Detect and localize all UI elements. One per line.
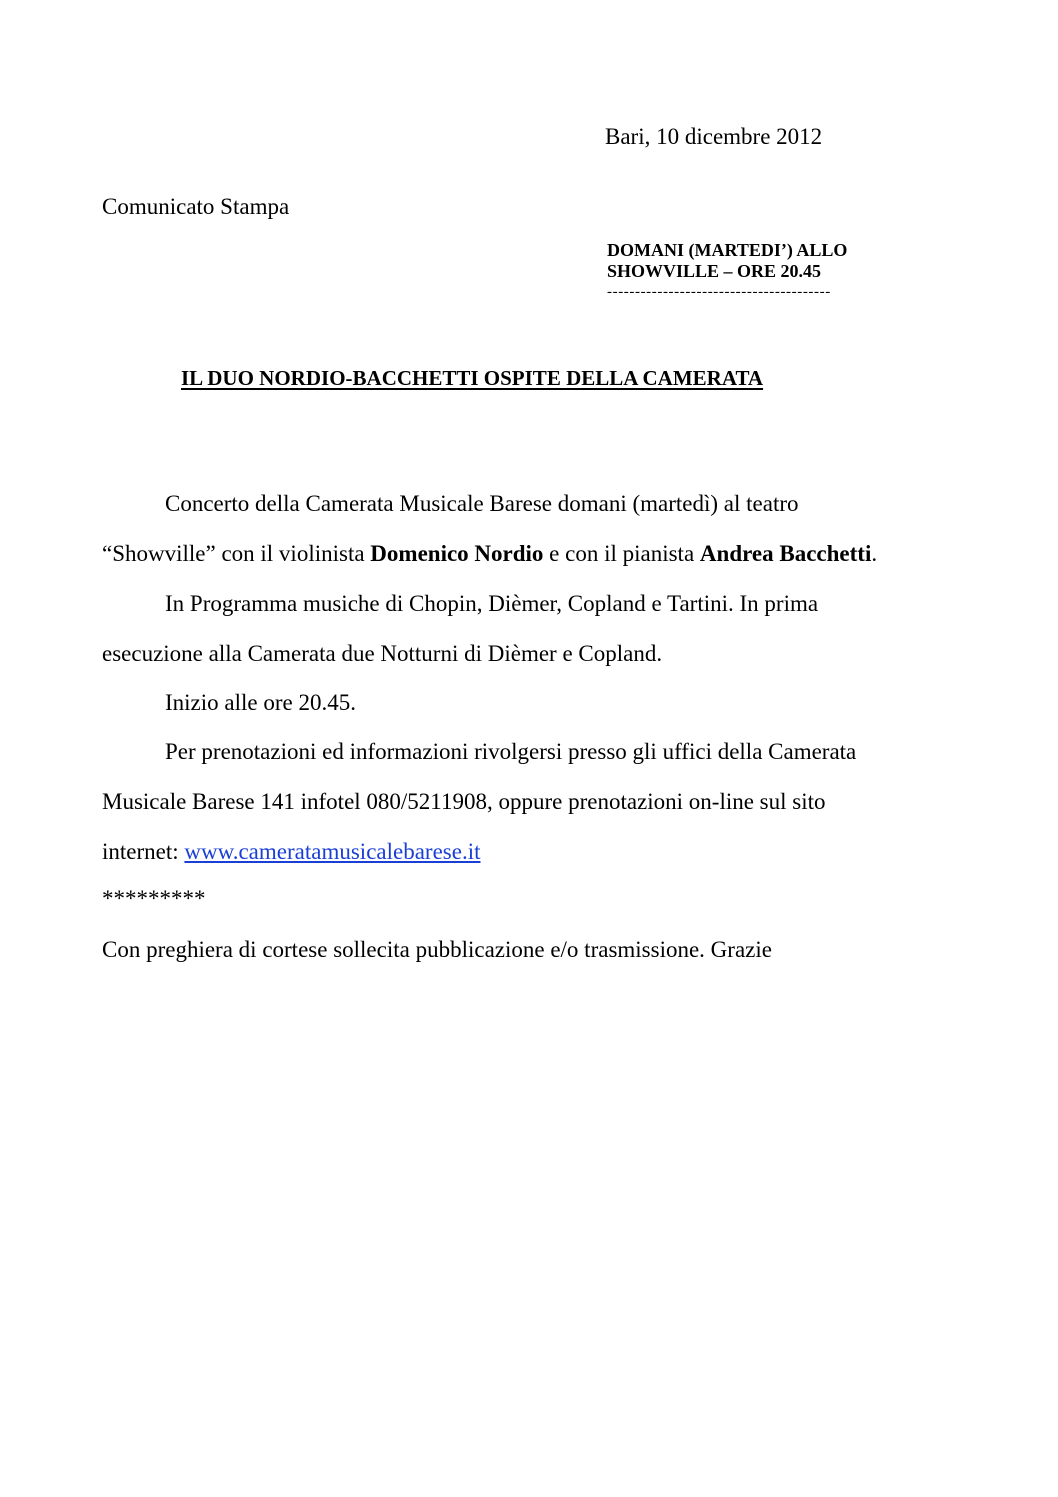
paragraph-1-line-2 [102, 541, 877, 567]
closing-line: Con preghiera di cortese sollecita pubblicazione e/o trasmissione. Grazie [102, 937, 772, 962]
page-title: IL DUO NORDIO-BACCHETTI OSPITE DELLA CAMERATA [181, 366, 764, 390]
paragraph-1-line-1: Concerto della Camerata Musicale Barese domani (martedì) al teatro [165, 491, 799, 516]
text-segment: “Showville” con il violinista [102, 541, 371, 566]
website-link[interactable]: www.cameratamusicalebarese.it [184, 839, 481, 864]
pianist-name: Andrea Bacchetti [699, 541, 872, 566]
event-line-2: SHOWVILLE – ORE 20.45 [607, 261, 822, 281]
violinist-name: Domenico Nordio [370, 541, 544, 566]
paragraph-3-line-1: Inizio alle ore 20.45. [165, 690, 356, 715]
event-notice [607, 240, 847, 282]
text-segment: internet: [102, 839, 185, 864]
date-line: Bari, 10 dicembre 2012 [605, 124, 823, 149]
paragraph-2-line-2: esecuzione alla Camerata due Notturni di Dièmer e Copland. [102, 641, 663, 666]
paragraph-4-line-1: Per prenotazioni ed informazioni rivolgersi presso gli uffici della Camerata [165, 739, 857, 764]
paragraph-4-line-3 [102, 839, 480, 865]
stars-separator: ********* [102, 886, 206, 911]
text-segment: e con il pianista [543, 541, 700, 566]
paragraph-2-line-1: In Programma musiche di Chopin, Dièmer, Copland e Tartini. In prima [165, 591, 819, 616]
document-type: Comunicato Stampa [102, 194, 290, 219]
text-segment: . [871, 541, 878, 566]
separator-dashes: ---------------------------------------- [607, 284, 831, 300]
paragraph-4-line-2: Musicale Barese 141 infotel 080/5211908, oppure prenotazioni on-line sul sito [102, 789, 826, 814]
event-line-1: DOMANI (MARTEDI’) ALLO [607, 240, 848, 260]
